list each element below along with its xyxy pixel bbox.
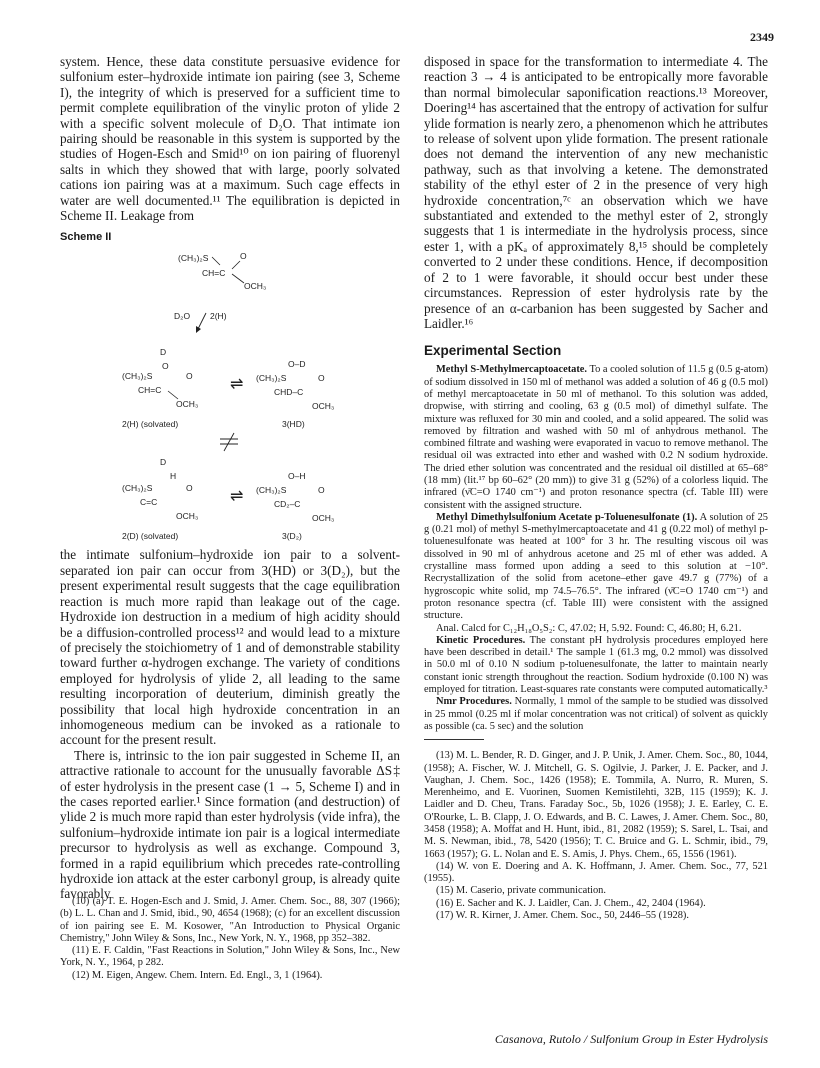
scheme-mid-right-och3: OCH₃ <box>312 401 335 412</box>
scheme-top-och3: OCH₃ <box>244 281 267 292</box>
exp1-text: To a cooled solution of 11.5 g (0.5 g-atom) of sodium dissolved in 150 ml of methanol was added a solution of 46 g (0.5 mol) of methyl mercaptoacetate in 50 ml of methanol. To this solution was added, dropwise, with stirring and cooling, 63 g (0.5 mol) of dimethyl sulfate. The mixture was refluxed for 30 min and cooled, and a solid appeared. The solid was removed by filtration and washed with 50 ml of anhydrous methanol. The combined filtrate and washing were evaporated in vacuo to remove methanol. The residual oil was extracted into ether and washed with 0.2 N sodium hydroxide. The dried ether solution was concentrated and the residual oil distilled at 65–68° (18 mm) (lit.¹⁷ bp 60–62° (20 mm)) to give 31 g (52%) of a colorless liquid. The infrared (ν̄C=O 1740 cm⁻¹) and proton resonance spectra (cf. Table III) were consistent with the assigned structure. <box>424 364 768 511</box>
scheme-reagent-2h: 2(H) <box>210 311 227 322</box>
scheme-mid-right-o: O <box>318 373 325 384</box>
running-footer: Casanova, Rutolo / Sulfonium Group in Ester Hydrolysis <box>494 1032 768 1046</box>
scheme-bot-left-d: D <box>160 457 167 468</box>
left-paragraph-3: There is, intrinsic to the ion pair suggested in Scheme II, an attractive rationale to account for the unusually favorable ΔS‡ of ester hydrolysis in the present case (1 → 5, Scheme I) and in the cases reported earlier.¹ Since formation (and destruction) of ylide 2 is much more rapid than ester hydrolysis (vide infra), the sulfonium–hydroxide intimate ion pair is a logical intermediate precursor to hydrolysis as well as exchange. Compound 3, formed in a rapid equilibrium which precedes rate-controlling hydroxide ion attack at the ester carbonyl group, is already quite favorably <box>60 747 400 902</box>
scheme-mid-left-o: O <box>162 361 169 372</box>
exp3-title: Kinetic Procedures. <box>436 634 526 646</box>
right-column <box>424 54 768 922</box>
scheme-bot-right-oh: O–H <box>288 471 306 482</box>
page-number: 2349 <box>750 30 774 44</box>
exp4-title: Nmr Procedures. <box>436 696 512 708</box>
scheme-reagent-d2o: D₂O <box>174 311 191 322</box>
exp-analysis: Anal. Calcd for C₁₂H₁₈O₅S₂: C, 47.02; H, 5.92. Found: C, 46.80; H, 6.21. <box>436 622 742 634</box>
scheme-label: Scheme II <box>60 231 112 244</box>
exp-methyl-mercaptoacetate <box>424 364 768 512</box>
exp1-title: Methyl S-Methylmercaptoacetate. <box>436 364 588 376</box>
scheme-mid-left-s: (CH₃)₂S <box>122 371 153 382</box>
scheme-bot-left-s: (CH₃)₂S <box>122 483 153 494</box>
scheme-mid-left-d: D <box>160 347 167 358</box>
footnote-13: (13) M. L. Bender, R. D. Ginger, and J. P. Unik, J. Amer. Chem. Soc., 80, 1044, (1958); A. Fischer, W. J. Mitchell, G. S. Ogilvie, J. Parker, J. E. Packer, and J. Vaughan, J. Chem. Soc., 1426 (1958); E. Tommila, A. Nurro, R. Muren, S. Merenheimo, and E. Vuorinen, Suomen Kemistilehti, 32B, 115 (1959); K. J. Laidler and D. Cheu, Trans. Faraday Soc., 5b, 1026 (1958); J. E. Earley, C. E. O'Rourke, L. B. Clapp, J. O. Edwards, and B. C. Lawes, J. Amer. Chem. Soc., 80, 3458 (1958); A. Moffat and H. Hunt, ibid., 81, 2082 (1959); S. Sarel, L. Tsai, and M. S. Newman, ibid., 78, 5420 (1956); T. C. Bruice and G. L. Schmir, ibid., 79, 1663 (1957); G. L. Nolan and E. S. Amis, J. Phys. Chem., 65, 1556 (1961). <box>424 750 768 860</box>
exp-sulfonium-acetate <box>424 512 768 623</box>
scheme-ii-svg <box>60 247 400 547</box>
scheme-bot-left-h: H <box>170 471 177 482</box>
left-column <box>60 54 400 902</box>
scheme-top-o: O <box>240 251 247 262</box>
scheme-bot-right-o: O <box>318 485 325 496</box>
scheme-mid-right-chd: CHD–C <box>274 387 304 398</box>
scheme-mid-left-och3: OCH₃ <box>176 399 199 410</box>
right-paragraph-1: disposed in space for the transformation to intermediate 4. The reaction 3 → 4 is anticipated to be entropically more favorable than normal bimolecular saponification reactions.¹³ Moreover, Doering¹⁴ has ascertained that the entropy of activation for sulfur ylide formation is nearly zero, a phenomenon which he attributes to release of solvent upon ylide formation. The present rationale does not demand the intervention of any new mechanistic pathway, such as that involving a ketene. The demonstrated stability of the ethyl ester of 2 in the presence of very high hydroxide concentration,⁷ᶜ an observation which we have substantiated and extended to the methyl ester of 2, strongly suggests that 1 is intermediate in the hydrolysis process, since ester 1, with a pKₐ of approximately 8,¹⁵ should be completely converted to 2 under these conditions. Hence, if decomposition of 2 to 1 were favorable, it should occur best under these circumstances. Repression of ester hydrolysis rate by the presence of an α-carbanion has been suggested by Sacher and Laidler.¹⁶ <box>424 54 768 331</box>
scheme-equil-1: ⇌ <box>230 376 244 394</box>
exp-kinetic-procedures <box>424 635 768 696</box>
scheme-mid-left-ch: CH=C <box>138 385 162 396</box>
scheme-bot-right-och3: OCH₃ <box>312 513 335 524</box>
scheme-bot-left-och3: OCH₃ <box>176 511 199 522</box>
scheme-mid-left-label: 2(H) (solvated) <box>122 419 179 430</box>
scheme-mid-right-label: 3(HD) <box>282 419 305 430</box>
exp4-text: Normally, 1 mmol of the sample to be studied was dissolved in 25 mmol (0.25 ml if molar concentration was not critical) of solvent as quickly as possible (ca. 5 sec) and the solution <box>424 696 768 732</box>
scheme-bot-left-label: 2(D) (solvated) <box>122 531 179 542</box>
footnote-17: (17) W. R. Kirner, J. Amer. Chem. Soc., 50, 2446–55 (1928). <box>436 910 689 922</box>
exp3-text: The constant pH hydrolysis procedures employed here have been described in detail.¹ The sample 1 (61.3 mg, 0.2 mmol) was dissolved in 50.0 ml of 0.10 N sodium p-toluenesulfonate, the latter to maintain nearly constant ionic strength throughout the reaction. Sodium hydroxide (0.100 N) was employed for titration. Least-squares rate constants were computed automatically.³ <box>424 634 768 696</box>
exp2-title: Methyl Dimethylsulfonium Acetate p-Toluenesulfonate (1). <box>436 511 698 523</box>
footnote-12: (12) M. Eigen, Angew. Chem. Intern. Ed. Engl., 3, 1 (1964). <box>72 969 323 981</box>
scheme-bot-right-label: 3(D₂) <box>282 531 302 542</box>
exp-nmr-procedures <box>424 696 768 733</box>
footnote-10: (10) (a) T. E. Hogen-Esch and J. Smid, J. Amer. Chem. Soc., 88, 307 (1966); (b) L. L. Chan and J. Smid, ibid., 90, 4654 (1968); (c) for an excellent discussion of ion pairing see E. M. Kosower, "An Introduction to Physical Organic Chemistry," John Wiley & Sons, Inc., New York, N. Y., 1968, pp 352–382. <box>60 896 400 944</box>
scheme-equil-2: ⇌ <box>230 488 244 506</box>
footnote-rule <box>424 739 484 740</box>
scheme-bot-right-cd2: CD₂–C <box>274 499 301 510</box>
scheme-mid-left-oo: O <box>186 371 193 382</box>
scheme-top-ch: CH=C <box>202 268 226 279</box>
footnote-16: (16) E. Sacher and K. J. Laidler, Can. J. Chem., 42, 2404 (1964). <box>436 897 706 909</box>
footnote-15: (15) M. Caserio, private communication. <box>436 885 606 897</box>
scheme-top-s: (CH₃)₂S <box>178 253 209 264</box>
footnote-14: (14) W. von E. Doering and A. K. Hoffmann, J. Amer. Chem. Soc., 77, 521 (1955). <box>424 860 768 885</box>
footnote-11: (11) E. F. Caldin, "Fast Reactions in Solution," John Wiley & Sons, Inc., New York, N. Y., 1964, p 282. <box>60 945 400 969</box>
right-footnotes <box>424 750 768 922</box>
scheme-bot-left-cd: C=C <box>140 497 158 508</box>
scheme-bot-right-s: (CH₃)₂S <box>256 485 287 496</box>
scheme-mid-right-od: O–D <box>288 359 306 370</box>
scheme-mid-right-s: (CH₃)₂S <box>256 373 287 384</box>
scheme-bot-left-o: O <box>186 483 193 494</box>
left-paragraph-1: system. Hence, these data constitute persuasive evidence for sulfonium ester–hydroxide intimate ion pairing (see 3, Scheme I), the integrity of which is preserved for a sufficient time to permit complete equilibration of the vinylic proton of ylide 2 with a specific solvent molecule of D₂O. That intimate ion pairing should be reasonable in this system is supported by the studies of Hogen-Esch and Smid¹⁰ on ion pairing of fluorenyl salts in which they showed that with large, poorly solvated cations ion pairing was at a maximum. Such cage effects in water are well documented.¹¹ The equilibration is depicted in Scheme II. Leakage from <box>60 54 400 224</box>
exp2-text: A solution of 25 g (0.21 mol) of methyl S-methylmercaptoacetate and 41 g (0.22 mol) of methyl p-toluenesulfonate was heated at 100° for 3 hr. The resulting viscous oil was dissolved in 90 ml of anhydrous acetone and 25 ml of ether was added. A crystalline mass formed upon adding a seed to this solution at −10°. Recrystallization of the solid from acetone–ether gave 49.7 g (77%) of a hygroscopic white solid, mp 74.5–76.5°. The infrared (ν̄C=O 1740 cm⁻¹) and proton resonance spectra (cf. Table III) were consistent with the assigned structure. <box>424 511 768 622</box>
left-footnotes <box>60 896 400 982</box>
left-paragraph-2: the intimate sulfonium–hydroxide ion pair to a solvent-separated ion pair can occur from 3(HD) or 3(D₂), but the present experimental result suggests that the cage equilibration reaction is much more rapid than leakage out of the cage. Hydroxide ion destruction in a medium of high acidity should be a diffusion-controlled process¹² and would lead to a mixture of precisely the stoichiometry of 1 and of demonstrable stability toward further α-hydrogen exchange. The variety of conditions employed for hydrolysis of ylide 2, all leading to the same resulting incorporation of deuterium, diminish greatly the possibility that local high hydroxide concentration in an inhomogeneous medium can be invoked as a rationale to account for the present result. <box>60 547 400 748</box>
scheme-ii-diagram <box>60 247 400 547</box>
experimental-section-title: Experimental Section <box>424 343 562 359</box>
